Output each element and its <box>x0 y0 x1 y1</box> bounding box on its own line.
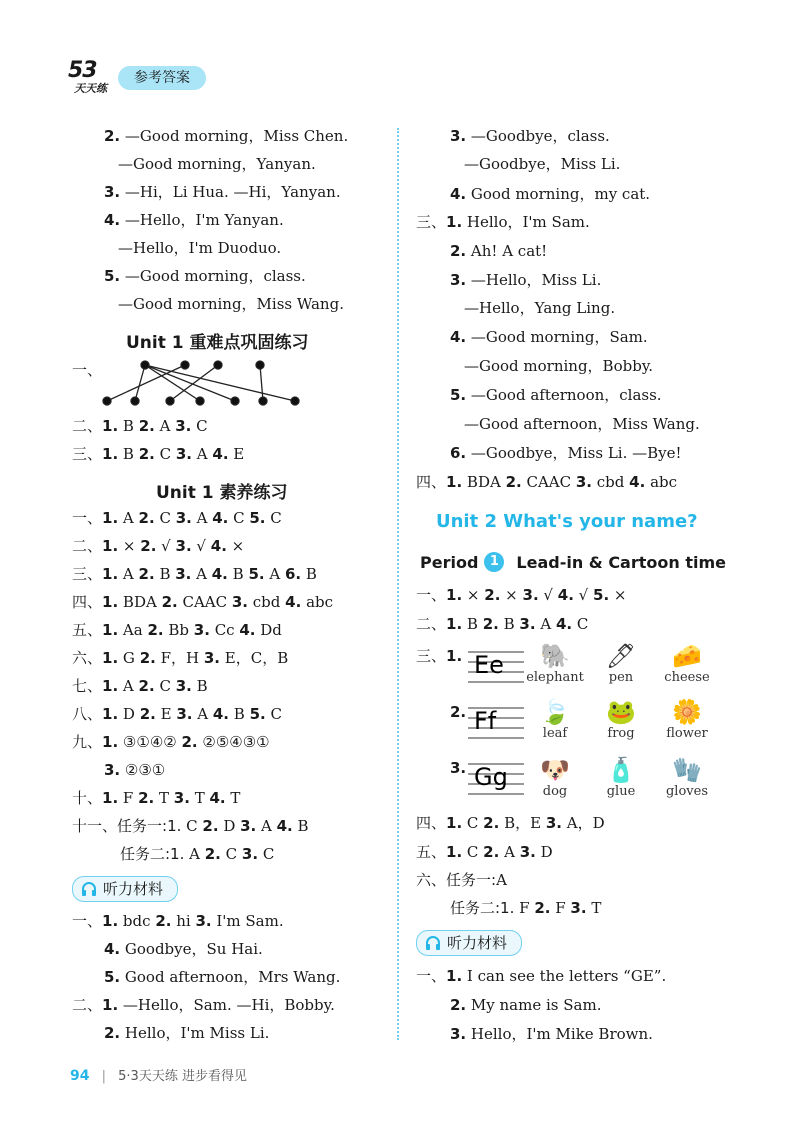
picture-frog: 🐸 frog <box>606 698 636 741</box>
answer-line: 八、1. D 2. E 3. A 4. B 5. C <box>72 705 282 723</box>
answer-line: 3. —Goodbye，class. <box>450 127 610 145</box>
picture-flower: 🌼 flower <box>666 698 708 741</box>
answer-line: 一、1. bdc 2. hi 3. I'm Sam. <box>72 912 284 930</box>
listening-materials-label: 听力材料 <box>416 930 522 956</box>
picture-leaf: 🍃 leaf <box>540 698 570 741</box>
section-title: Unit 1 素养练习 <box>156 483 288 503</box>
answer-line: 三、1. <box>416 647 463 665</box>
period-number-badge: 1 <box>484 552 504 572</box>
letter-text: Ff <box>474 707 497 735</box>
section-title: Unit 1 重难点巩固练习 <box>126 333 309 353</box>
answer-line: 一、1. I can see the letters “GE”. <box>416 967 667 985</box>
picture-dog: 🐶 dog <box>540 756 570 799</box>
answer-line: 3. —Hello，Miss Li. <box>450 271 602 289</box>
picture-gloves: 🧤 gloves <box>665 756 708 799</box>
unit-title: Unit 2 What's your name? <box>436 511 698 532</box>
period-heading <box>420 552 726 572</box>
answer-line: 2. My name is Sam. <box>450 996 602 1014</box>
letter-writing-lines <box>468 760 524 796</box>
letter-text: Ee <box>474 651 504 679</box>
answer-line: 一、1. A 2. C 3. A 4. C 5. C <box>72 509 282 527</box>
picture-pen: 🖊 pen <box>605 642 637 685</box>
section-number: 一、 <box>72 361 103 379</box>
answer-line: 任务二:1. A 2. C 3. C <box>120 845 275 863</box>
answer-line: 七、1. A 2. C 3. B <box>72 677 208 695</box>
logo-text: 53 <box>68 58 97 83</box>
letter-writing-lines <box>468 704 524 740</box>
headphones-icon <box>81 881 97 897</box>
answer-line: —Good afternoon，Miss Wang. <box>464 415 700 433</box>
answer-line: 九、1. ③①④② 2. ②⑤④③① <box>72 733 270 751</box>
answer-line: 任务二:1. F 2. F 3. T <box>450 899 602 917</box>
matching-diagram <box>100 355 310 411</box>
answer-line: 4. Goodbye，Su Hai. <box>104 940 263 958</box>
page-footer <box>70 1065 247 1084</box>
answer-line: 二、1. × 2. √ 3. √ 4. × <box>72 537 245 555</box>
column-divider <box>397 128 399 1040</box>
answer-line: 十一、任务一:1. C 2. D 3. A 4. B <box>72 817 309 835</box>
answer-line: 4. —Hello，I'm Yanyan. <box>104 211 284 229</box>
answer-key-label: 参考答案 <box>118 66 206 90</box>
answer-line: 5. —Good morning，class. <box>104 267 306 285</box>
answer-line: 五、1. Aa 2. Bb 3. Cc 4. Dd <box>72 621 282 639</box>
answer-line: 2. Ah! A cat! <box>450 242 548 260</box>
period-label: Period <box>420 552 479 572</box>
picture-cheese: 🧀 cheese <box>664 642 710 685</box>
answer-line: 三、1. A 2. B 3. A 4. B 5. A 6. B <box>72 565 317 583</box>
logo-sub: 天天练 <box>74 82 107 95</box>
answer-line: 二、1. B 2. B 3. A 4. C <box>416 615 589 633</box>
period-title: Lead-in & Cartoon time <box>516 552 726 572</box>
answer-line: —Good morning，Miss Wang. <box>118 295 344 313</box>
answer-line: 3. —Hi，Li Hua. —Hi，Yanyan. <box>104 183 341 201</box>
listening-materials-label: 听力材料 <box>72 876 178 902</box>
answer-line: 四、1. BDA 2. CAAC 3. cbd 4. abc <box>72 593 334 611</box>
page-number: 94 <box>70 1068 90 1084</box>
answer-line: —Good morning，Bobby. <box>464 357 654 375</box>
answer-line: —Goodbye，Miss Li. <box>464 155 621 173</box>
answer-line: 2. Hello，I'm Miss Li. <box>104 1024 270 1042</box>
answer-line: 2. <box>450 703 467 721</box>
answer-line: 十、1. F 2. T 3. T 4. T <box>72 789 241 807</box>
answer-line: 三、1. Hello，I'm Sam. <box>416 213 590 231</box>
letter-text: Gg <box>474 763 508 791</box>
answer-line: 三、1. B 2. C 3. A 4. E <box>72 445 245 463</box>
answer-line: 一、1. × 2. × 3. √ 4. √ 5. × <box>416 586 627 604</box>
footer-text: 5·3天天练 进步看得见 <box>118 1069 247 1084</box>
answer-line: 3. <box>450 759 467 777</box>
answer-line: 4. Good morning，my cat. <box>450 185 651 203</box>
answer-line: 5. Good afternoon，Mrs Wang. <box>104 968 341 986</box>
answer-line: 2. —Good morning，Miss Chen. <box>104 127 349 145</box>
answer-line: —Hello，I'm Duoduo. <box>118 239 282 257</box>
answer-line: 二、1. —Hello，Sam. —Hi，Bobby. <box>72 996 335 1014</box>
answer-line: 5. —Good afternoon，class. <box>450 386 662 404</box>
footer-separator: | <box>101 1069 107 1084</box>
answer-line: 6. —Goodbye，Miss Li. —Bye! <box>450 444 682 462</box>
answer-line: —Good morning，Yanyan. <box>118 155 316 173</box>
answer-line: 二、1. B 2. A 3. C <box>72 417 208 435</box>
answer-line: 4. —Good morning，Sam. <box>450 328 648 346</box>
picture-elephant: 🐘 elephant <box>526 642 584 685</box>
answer-line: 五、1. C 2. A 3. D <box>416 843 553 861</box>
letter-writing-lines <box>468 648 524 684</box>
brand-logo <box>68 58 116 98</box>
headphones-icon <box>425 935 441 951</box>
answer-line: 3. Hello，I'm Mike Brown. <box>450 1025 653 1043</box>
answer-line: 四、1. C 2. B，E 3. A，D <box>416 814 605 832</box>
picture-glue: 🧴 glue <box>606 756 636 799</box>
answer-line: 六、1. G 2. F，H 3. E，C，B <box>72 649 289 667</box>
answer-line: 六、任务一:A <box>416 871 507 889</box>
answer-line: —Hello，Yang Ling. <box>464 299 616 317</box>
answer-line: 3. ②③① <box>104 761 166 779</box>
answer-line: 四、1. BDA 2. CAAC 3. cbd 4. abc <box>416 473 678 491</box>
